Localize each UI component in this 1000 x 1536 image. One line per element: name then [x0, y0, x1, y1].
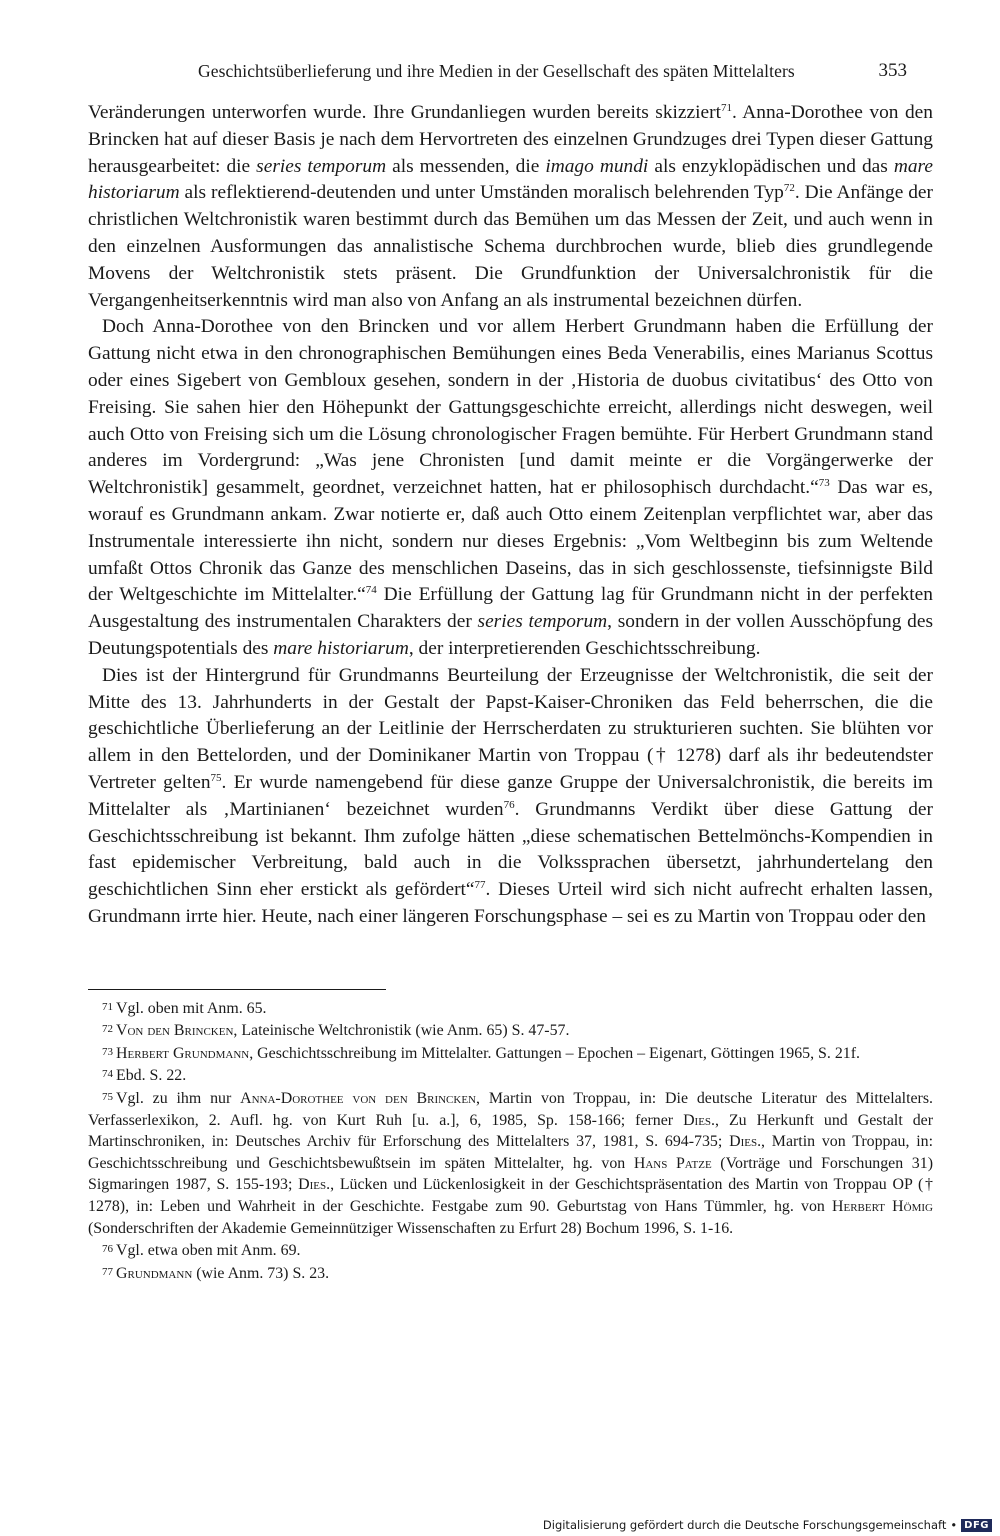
footnote-text: (Sonderschriften der Akademie Gemeinnütziger Wissenschaften zu Erfurt 28) Bochum 1996, S. 1-16. [88, 1219, 734, 1237]
author-name: Hans Patze [633, 1154, 712, 1172]
text-span: . Er wurde namengebend für diese ganze Gruppe der Universalchronistik, die bereits im Mittelalter als ‚Martinianen‘ bezeichnet wurden [88, 771, 933, 820]
footnote-number: 74 [102, 1068, 113, 1081]
footnote-74 [88, 1064, 933, 1087]
paragraph-3 [88, 663, 933, 931]
footnote-text: Vgl. etwa oben mit Anm. 69. [116, 1242, 301, 1260]
footnote-text: (wie Anm. 73) S. 23. [192, 1264, 330, 1282]
text-span: . Die Anfänge der christlichen Weltchronistik waren bestimmt durch das Bemühen um das Messen der Zeit, und auch wenn in den einzelnen Ausformungen das annalistische Schema durchbrochen wurde, blieb dies grundlegende Movens der Weltchronistik stets präsent. Die Grundfunktion der Universalchronistik für die Vergangenheitserkenntnis wird man also von Anfang an als instrumental bezeichnen dürfen. [88, 182, 934, 311]
digitization-text: Digitalisierung gefördert durch die Deutsche Forschungsgemeinschaft [542, 1518, 947, 1532]
footnote-ref[interactable]: 71 [720, 102, 732, 114]
text-span: , sondern in der vollen Ausschöpfung des Deutungspotentials des [88, 611, 933, 659]
text-span: , der interpretierenden Geschichtsschreibung. [408, 637, 761, 659]
footnote-ref[interactable]: 74 [365, 584, 377, 597]
footnote-ref[interactable]: 72 [783, 182, 795, 195]
paragraph-1 [88, 100, 933, 314]
digitization-notice [543, 1518, 992, 1532]
footnote-71 [88, 997, 933, 1020]
footnote-number: 75 [102, 1091, 113, 1104]
footnote-text: (Vorträge und Forschungen 31) Sigmaringen 1987, S. 155-193; [88, 1154, 933, 1194]
italic-term: series temporum [477, 611, 608, 633]
text-span: Veränderungen unterworfen wurde. Ihre Grundanliegen wurden bereits skizziert [88, 102, 721, 123]
text-span: als reflektierend-deutenden und unter Umständen moralisch belehrenden Typ [179, 182, 784, 204]
footnote-number: 72 [102, 1023, 113, 1036]
text-span: Doch Anna-Dorothee von den Brincken und vor allem Herbert Grundmann haben die Erfüllung der Gattung nicht etwa in den chronographischen Bemühungen eines Beda Venerabilis, eines Marianus Scottus oder eines Sigebert von Gembloux gesehen, sondern in der ‚Historia de duobus civitatibus‘ des Otto von Freising. Sie sahen hier den Höhepunkt der Gattungsgeschichte erreicht, allerdings nicht deswegen, weil auch Otto von Freising sich um die Lösung chronologischer Fragen bemühte. Für Herbert Grundmann stand anderes im Vordergrund: „Was jene Chronisten [und damit meinte er die Vorgängerwerke der Weltchronistik] gesammelt, geordnet, verzeichnet hatten, hat er philosophisch durchdacht.“ [88, 316, 933, 499]
text-span: . Anna-Dorothee von den Brincken hat auf dieser Basis je nach dem Hervortreten des einzelnen Grundzuges drei Typen dieser Gattung herausgearbeitet: die [88, 102, 933, 177]
italic-term: mare historiarum [273, 637, 409, 659]
footnote-separator [88, 989, 386, 990]
footnote-text: , Martin von Troppau, in: Die deutsche Literatur des Mittelalters. Verfasserlexikon, 2. Aufl. hg. von Kurt Ruh [u. a.], 6, 1985, Sp. 158-166; ferner [88, 1090, 933, 1129]
footnote-ref[interactable]: 77 [474, 879, 486, 892]
author-name: Grundmann [116, 1264, 193, 1282]
footnote-number: 73 [102, 1045, 113, 1058]
main-text [88, 100, 933, 931]
text-span: als enzyklopädischen und das [648, 155, 894, 177]
footnote-ref[interactable]: 76 [503, 798, 515, 811]
footnote-ref[interactable]: 73 [818, 477, 830, 490]
text-span: als messenden, die [386, 155, 546, 177]
author-name: Anna-Dorothee von den Brincken [240, 1090, 477, 1108]
italic-term: imago mundi [545, 155, 649, 177]
footnote-number: 76 [102, 1243, 113, 1256]
footnote-ref[interactable]: 75 [210, 771, 222, 784]
footnote-text: , Geschichtsschreibung im Mittelalter. Gattungen – Epochen – Eigenart, Göttingen 1965, S. 21f. [249, 1044, 860, 1062]
author-name: Dies. [298, 1176, 331, 1194]
author-name: Dies. [729, 1133, 762, 1151]
footnote-text: , Lücken und Lückenlosigkeit in der Geschichtspräsentation des Martin von Troppau OP († 1278), in: Leben und Wahrheit in der Geschichte. Festgabe zum 90. Geburtstag von Hans Tümmler, hg. von [88, 1176, 933, 1216]
author-name: Dies. [683, 1111, 716, 1129]
text-span: Das war es, worauf es Grundmann ankam. Zwar notierte er, daß auch Otto einem Zeitenplan verpflichtet war, aber das Instrumentale interessierte ihn nicht, sondern nur dieses Ergebnis: „Vom Weltbeginn bis zum Weltende umfaßt Ottos Chronik das Ganze des menschlichen Daseins, das in sich geschlossenste, tiefsinnigste Bild der Weltgeschichte im Mittelalter.“ [88, 477, 933, 606]
footnote-text: Vgl. oben mit Anm. 65. [116, 999, 267, 1017]
dfg-logo[interactable]: DFG [961, 1519, 992, 1532]
author-name: Von den Brincken [116, 1022, 234, 1040]
author-name: Herbert Grundmann [116, 1044, 250, 1062]
footnote-text: Vgl. zu ihm nur [116, 1090, 241, 1108]
footnote-text: , Martin von Troppau, in: Geschichtsschreibung und Geschichtsbewußtsein im späten Mittelalter, hg. von [88, 1133, 934, 1172]
page-number: 353 [878, 60, 907, 81]
footnote-76 [88, 1239, 933, 1262]
footnotes [88, 997, 933, 1285]
footnote-75 [88, 1087, 933, 1239]
footnote-77 [88, 1262, 933, 1285]
italic-term: mare historiarum [88, 155, 933, 204]
italic-term: series temporum [256, 155, 387, 177]
author-name: Herbert Hömig [832, 1198, 933, 1216]
footnote-73 [88, 1042, 933, 1065]
text-span: Dies ist der Hintergrund für Grundmanns Beurteilung der Erzeugnisse der Weltchronistik, die seit der Mitte des 13. Jahrhunderts in der Gestalt der Papst-Kaiser-Chroniken das Feld beherrschen, die die geschichtliche Überlieferung an der Leitlinie der Herrscherdaten zu strukturieren suchten. Sie blühten vor allem in den Bettelorden, und der Dominikaner Martin von Troppau († 1278) darf als ihr bedeutendster Vertreter gelten [88, 664, 933, 793]
paragraph-2 [88, 314, 933, 662]
footnote-text: Ebd. S. 22. [116, 1067, 187, 1085]
text-span: . Dieses Urteil wird sich nicht aufrecht erhalten lassen, Grundmann irrte hier. Heute, nach einer längeren Forschungsphase – sei es zu Martin von Troppau oder den [88, 879, 933, 927]
footnote-number: 77 [102, 1265, 113, 1278]
running-head-title: Geschichtsüberlieferung und ihre Medien in der Gesellschaft des späten Mittelalters [198, 61, 795, 81]
footnote-text: , Zu Herkunft und Gestalt der Martinschroniken, in: Deutsches Archiv für Erforschung des Mittelalters 37, 1981, S. 694-735; [88, 1111, 933, 1151]
running-head [88, 56, 933, 86]
text-span: Die Erfüllung der Gattung lag für Grundmann nicht in der perfekten Ausgestaltung des instrumentalen Charakters der [88, 584, 933, 633]
separator-bullet: • [950, 1518, 958, 1532]
footnote-text: , Lateinische Weltchronistik (wie Anm. 65) S. 47-57. [233, 1022, 570, 1040]
text-span: . Grundmanns Verdikt über diese Gattung der Geschichtsschreibung ist bekannt. Ihm zufolge hätten „diese schematischen Bettelmönchs-Kompendien in fast epidemischer Verbreitung, bald auch in die Volkssprachen übersetzt, jahrhundertelang den geschichtlichen Sinn eher erstickt als gefördert“ [88, 798, 934, 901]
footnote-number: 71 [102, 1000, 113, 1013]
footnote-72 [88, 1019, 933, 1042]
book-page [88, 56, 933, 1284]
